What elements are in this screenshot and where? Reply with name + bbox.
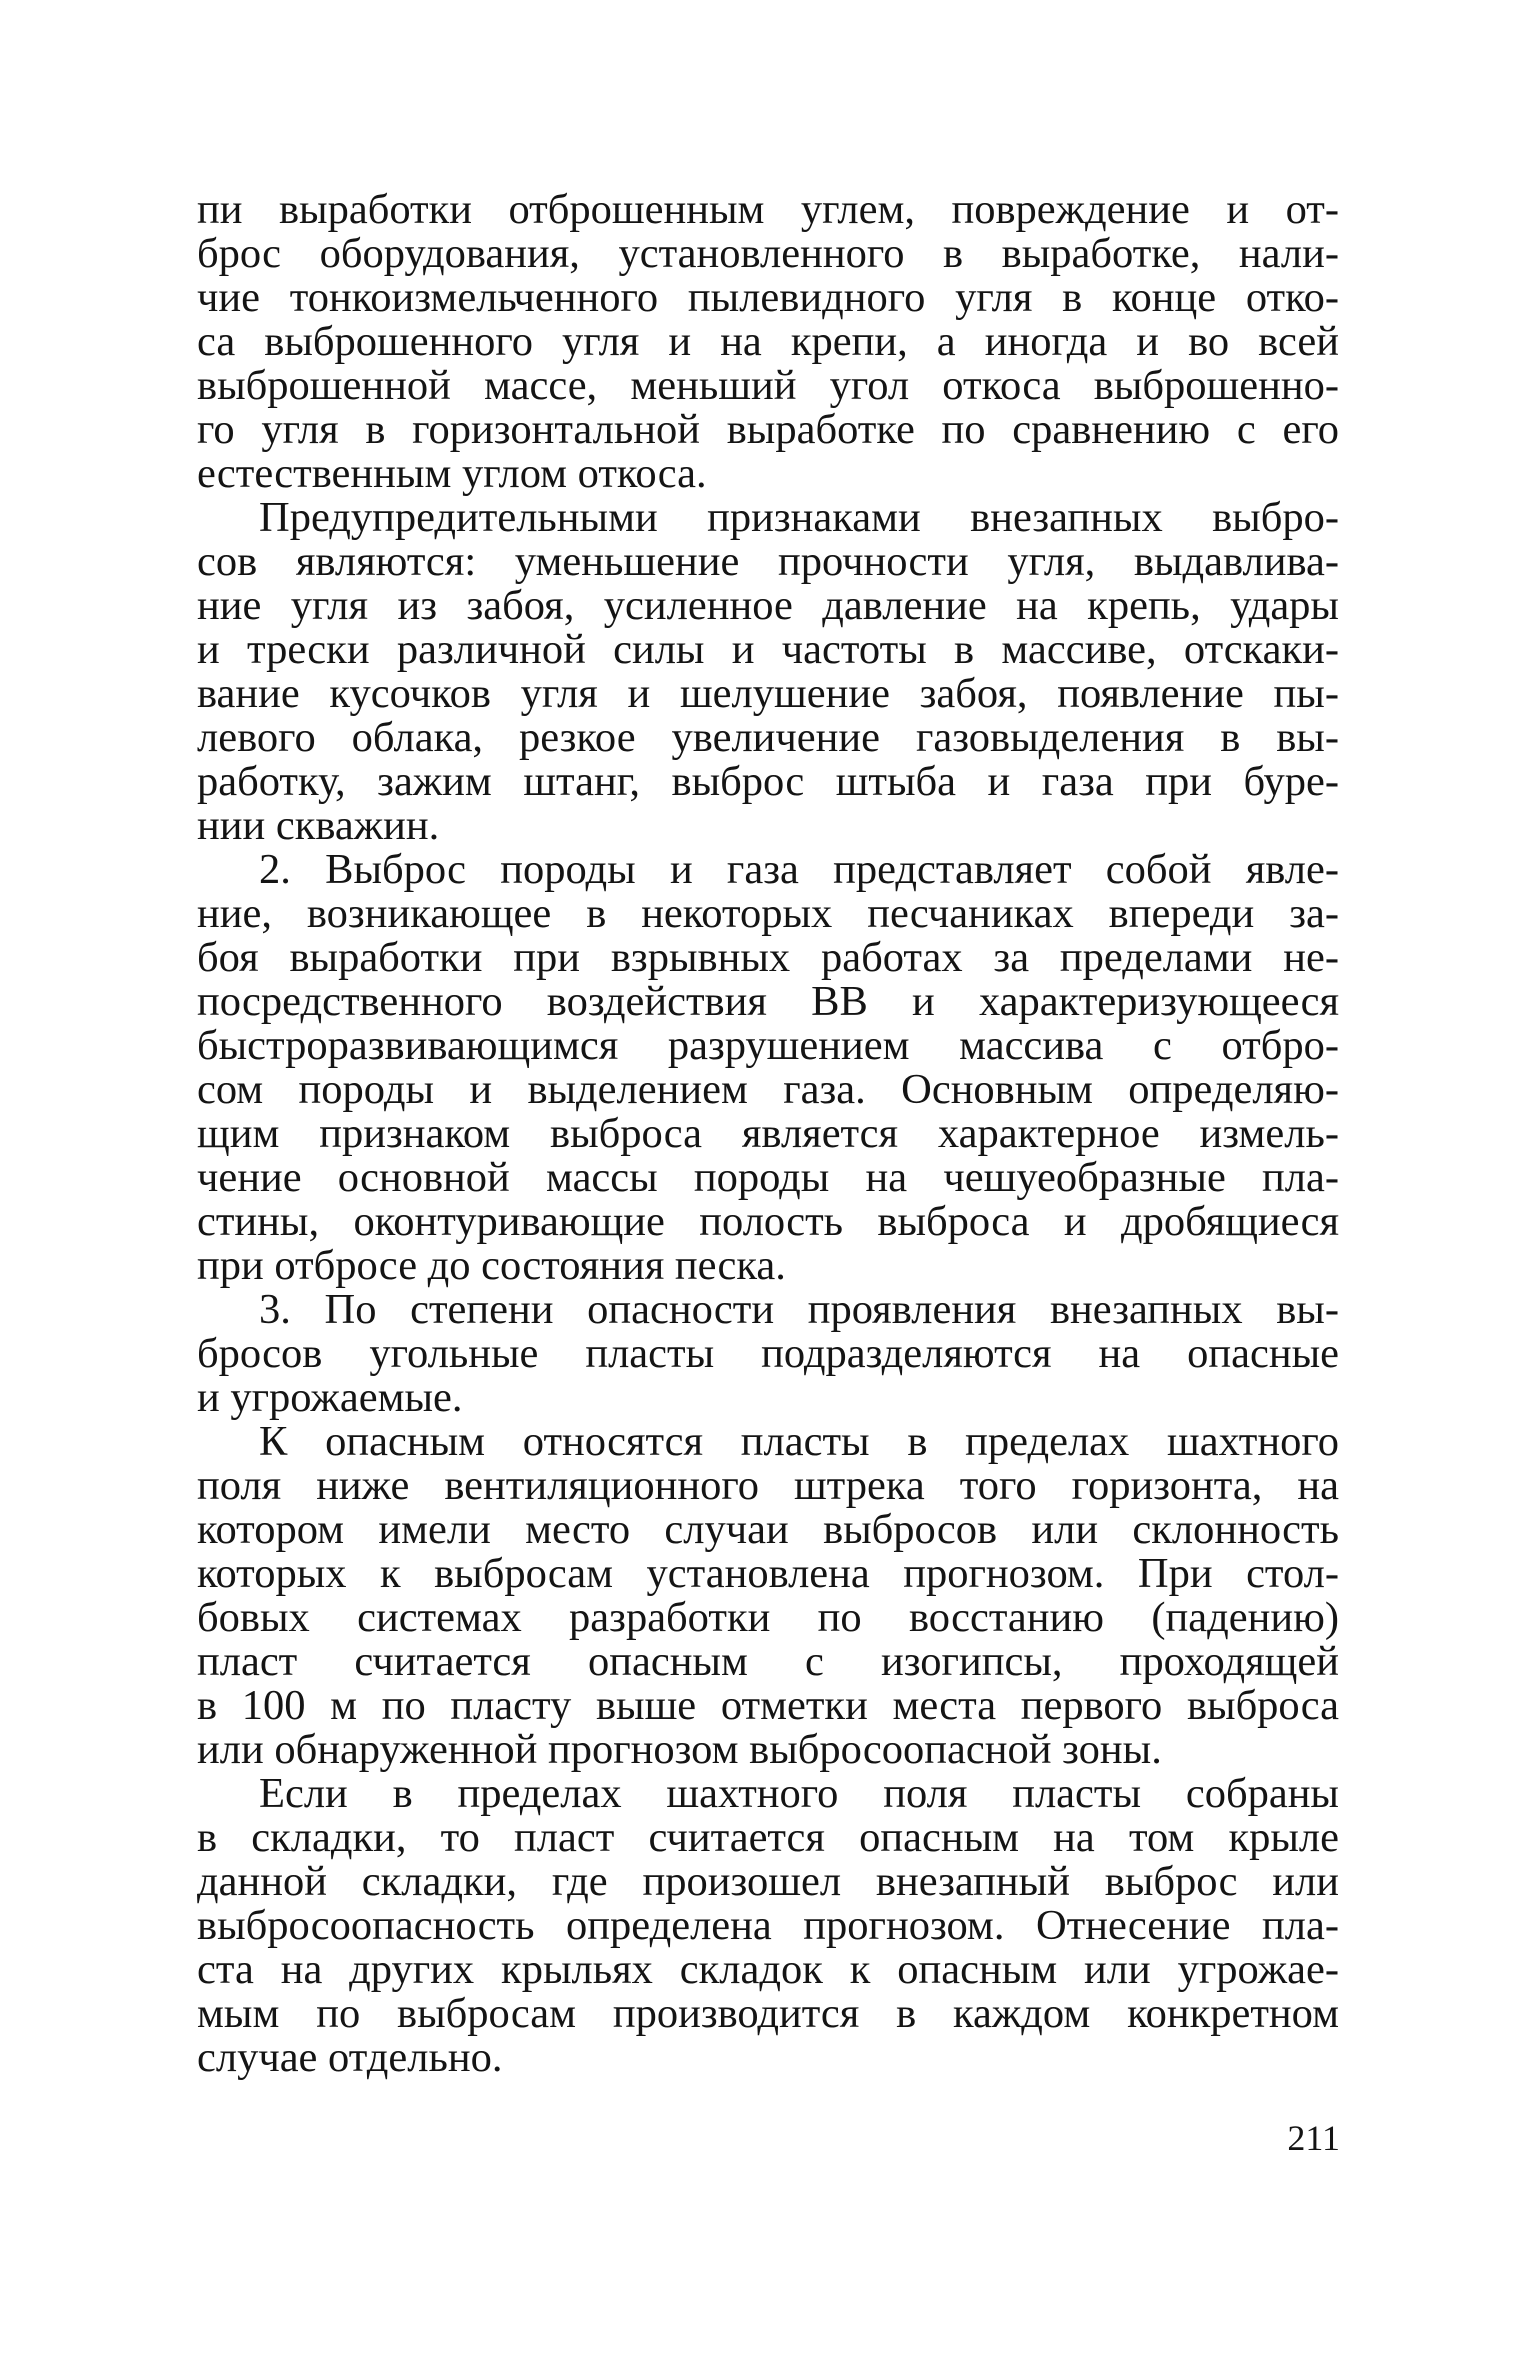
text-line: посредственного воздействия ВВ и характеризующееся <box>197 978 1339 1025</box>
text-line: нии скважин. <box>197 802 440 849</box>
text-line: быстроразвивающимся разрушением массива с отбро- <box>197 1022 1339 1069</box>
text-line: са выброшенного угля и на крепи, а иногда и во всей <box>197 318 1339 365</box>
text-line: К опасным относятся пласты в пределах шахтного <box>259 1418 1339 1465</box>
text-line: стины, оконтуривающие полость выброса и дробящиеся <box>197 1198 1339 1245</box>
text-line: или обнаруженной прогнозом выбросоопасной зоны. <box>197 1726 1162 1773</box>
text-line: мым по выбросам производится в каждом конкретном <box>197 1990 1339 2037</box>
page-body <box>197 188 1339 2080</box>
text-line: естественным углом откоса. <box>197 450 707 497</box>
text-line: вание кусочков угля и шелушение забоя, появление пы- <box>197 670 1339 717</box>
text-line: сом породы и выделением газа. Основным определяю- <box>197 1066 1339 1113</box>
paragraph-continuation <box>197 188 1339 496</box>
text-line: го угля в горизонтальной выработке по сравнению с его <box>197 406 1339 453</box>
text-line: ние, возникающее в некоторых песчаниках впереди за- <box>197 890 1339 937</box>
text-line: 3. По степени опасности проявления внезапных вы- <box>259 1286 1339 1333</box>
text-line: и трески различной силы и частоты в массиве, отскаки- <box>197 626 1339 673</box>
page-number: 211 <box>1287 2118 1340 2158</box>
text-line: бросов угольные пласты подразделяются на опасные <box>197 1330 1339 1377</box>
text-line: чение основной массы породы на чешуеобразные пла- <box>197 1154 1339 1201</box>
text-line: работку, зажим штанг, выброс штыба и газа при буре- <box>197 758 1339 805</box>
text-line: при отбросе до состояния песка. <box>197 1242 786 1289</box>
paragraph-warning-signs <box>197 496 1339 848</box>
text-line: Предупредительными признаками внезапных выбро- <box>259 494 1339 541</box>
text-line: боя выработки при взрывных работах за пределами не- <box>197 934 1339 981</box>
paragraph-item-3 <box>197 1288 1339 1420</box>
text-line: котором имели место случаи выбросов или склонность <box>197 1506 1339 1553</box>
text-line: чие тонкоизмельченного пылевидного угля в конце отко- <box>197 274 1339 321</box>
text-line: Если в пределах шахтного поля пласты собраны <box>259 1770 1339 1817</box>
text-line: в складки, то пласт считается опасным на том крыле <box>197 1814 1339 1861</box>
paragraph-dangerous-seams <box>197 1420 1339 1772</box>
text-line: и угрожаемые. <box>197 1374 463 1421</box>
text-line: которых к выбросам установлена прогнозом. При стол- <box>197 1550 1339 1597</box>
text-line: случае отдельно. <box>197 2034 503 2081</box>
paragraph-folds <box>197 1772 1339 2080</box>
text-line: пласт считается опасным с изогипсы, проходящей <box>197 1638 1339 1685</box>
text-line: брос оборудования, установленного в выработке, нали- <box>197 230 1339 277</box>
paragraph-item-2 <box>197 848 1339 1288</box>
text-line: щим признаком выброса является характерное измель- <box>197 1110 1339 1157</box>
text-line: ста на других крыльях складок к опасным или угрожае- <box>197 1946 1339 1993</box>
text-line: данной складки, где произошел внезапный выброс или <box>197 1858 1339 1905</box>
text-line: выброшенной массе, меньший угол откоса выброшенно- <box>197 362 1339 409</box>
text-line: левого облака, резкое увеличение газовыделения в вы- <box>197 714 1339 761</box>
text-line: ние угля из забоя, усиленное давление на крепь, удары <box>197 582 1339 629</box>
text-line: пи выработки отброшенным углем, повреждение и от- <box>197 186 1339 233</box>
text-line: в 100 м по пласту выше отметки места первого выброса <box>197 1682 1339 1729</box>
text-line: поля ниже вентиляционного штрека того горизонта, на <box>197 1462 1339 1509</box>
text-line: выбросоопасность определена прогнозом. Отнесение пла- <box>197 1902 1339 1949</box>
text-line: 2. Выброс породы и газа представляет собой явле- <box>259 846 1339 893</box>
text-line: бовых системах разработки по восстанию (падению) <box>197 1594 1339 1641</box>
text-line: сов являются: уменьшение прочности угля, выдавлива- <box>197 538 1339 585</box>
